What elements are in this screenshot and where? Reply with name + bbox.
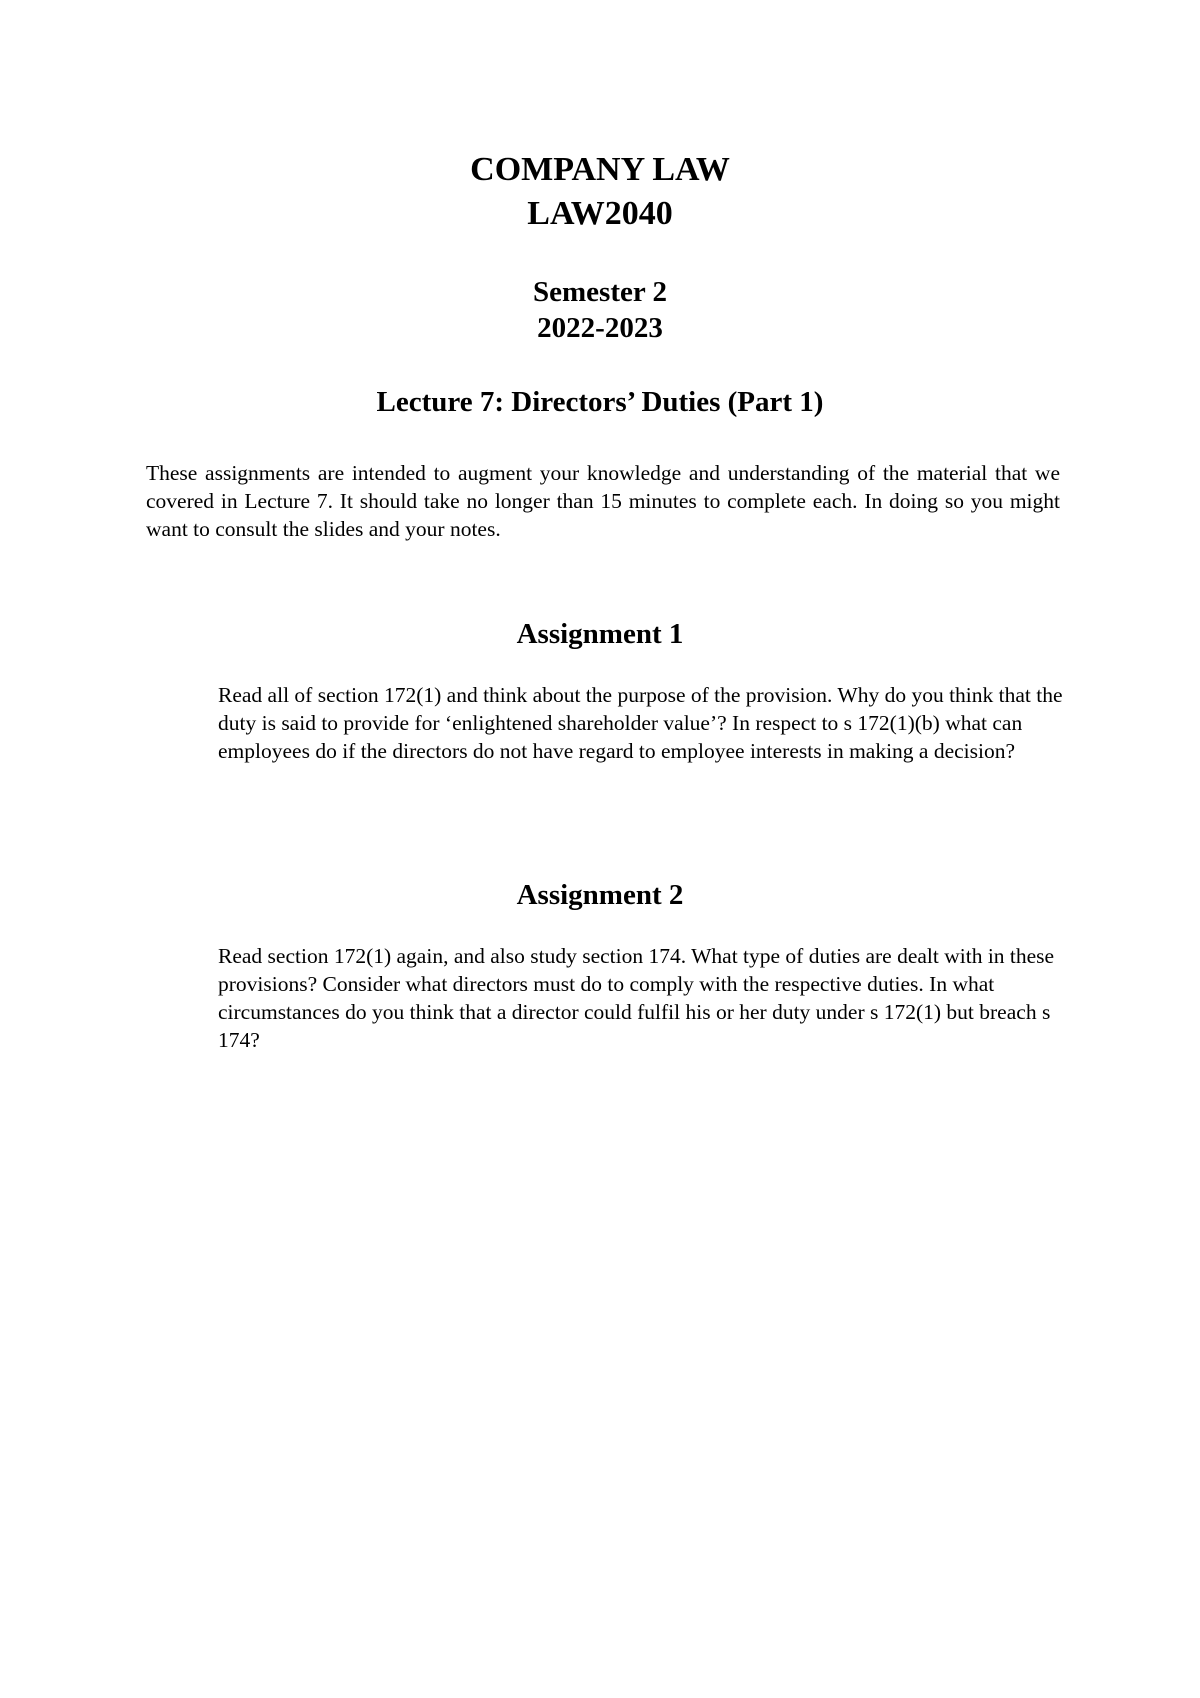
semester-label: Semester 2 [533, 276, 667, 308]
assignment-1-heading: Assignment 1 [516, 618, 684, 650]
semester-block [0, 274, 1200, 346]
course-code: LAW2040 [527, 195, 673, 232]
assignment-1-body: Read all of section 172(1) and think about the purpose of the provision. Why do you think that the duty is said to provide for ‘enlightened shareholder value’? In respect to s 172(1)(b) what can employees do if the directors do not have regard to employee interests in making a decision? [218, 683, 1063, 763]
academic-year: 2022-2023 [537, 312, 663, 344]
intro-paragraph: These assignments are intended to augment your knowledge and understanding of the material that we covered in Lecture 7. It should take no longer than 15 minutes to complete each. In doing so you might want to consult the slides and your notes. [146, 461, 1060, 541]
assignment-2-heading: Assignment 2 [516, 879, 684, 911]
course-title: COMPANY LAW [470, 151, 730, 188]
assignment-2-body: Read section 172(1) again, and also study section 174. What type of duties are dealt with in these provisions? Consider what directors must do to comply with the respective duties. In what circumstances do you think that a director could fulfil his or her duty under s 172(1) but breach s 174? [218, 944, 1055, 1052]
title-block [0, 148, 1200, 236]
lecture-title: Lecture 7: Directors’ Duties (Part 1) [376, 386, 824, 418]
